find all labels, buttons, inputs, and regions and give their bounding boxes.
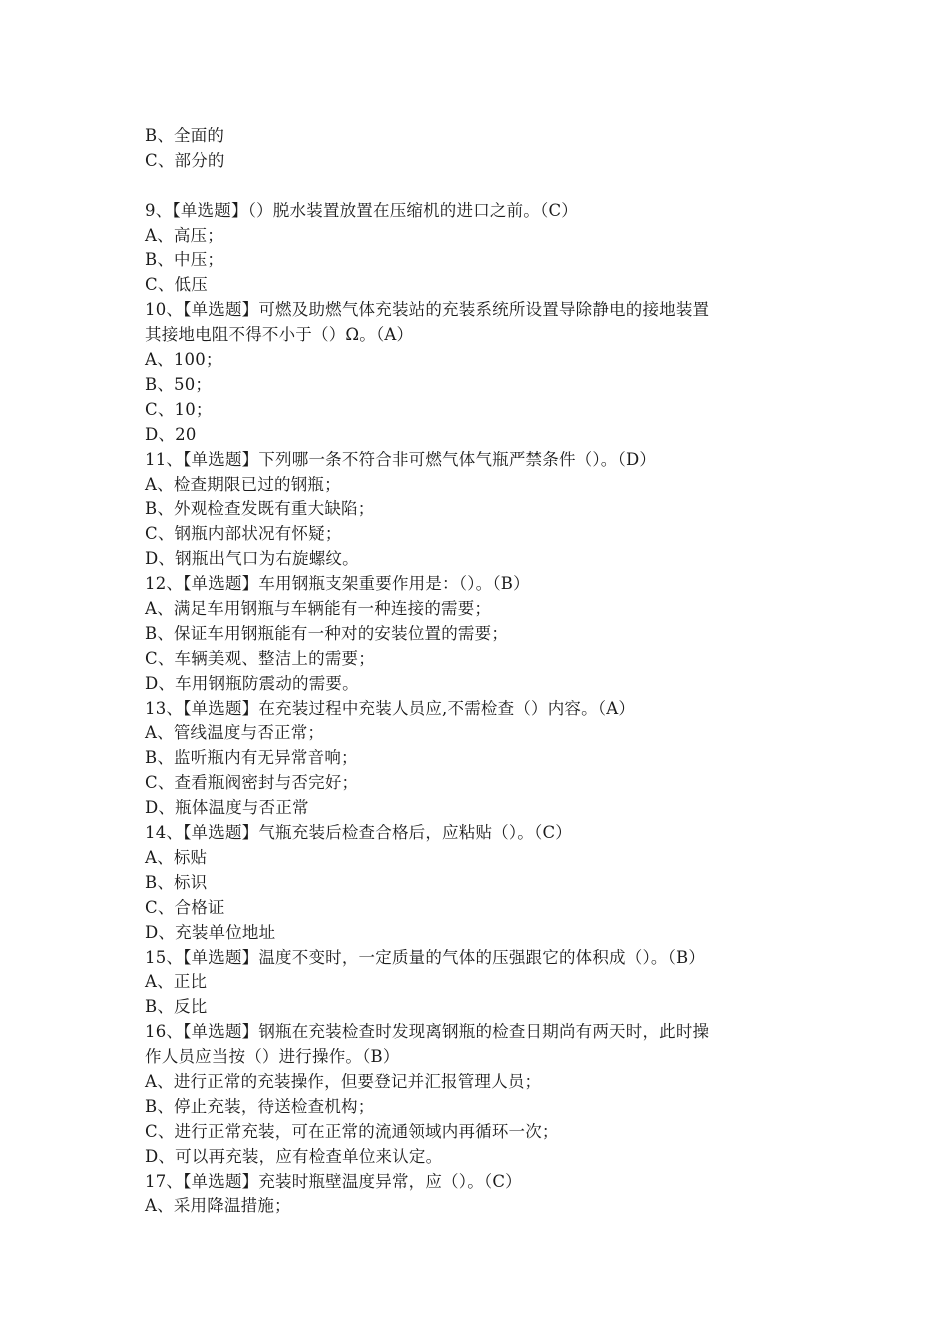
question-block — [145, 1020, 815, 1169]
question-block — [145, 821, 815, 945]
option-line: A、满足车用钢瓶与车辆能有一种连接的需要； — [145, 599, 492, 618]
option-line: B、反比 — [145, 997, 208, 1017]
option-line: D、20 — [145, 424, 197, 444]
question-text-continued: 其接地电阻不得不小于（）Ω。（A） — [145, 325, 414, 345]
option-line: B、外观检查发既有重大缺陷； — [145, 499, 375, 519]
option-line: C、低压 — [145, 275, 208, 295]
option-line: A、高压； — [145, 225, 224, 245]
option-line: B、停止充装，待送检查机构； — [145, 1096, 375, 1116]
option-line: C、车辆美观、整洁上的需要； — [145, 648, 375, 668]
question-text: 12、【单选题】车用钢瓶支架重要作用是：（）。（B） — [145, 574, 530, 594]
question-text: 16、【单选题】钢瓶在充装检查时发现离钢瓶的检查日期尚有两天时，此时操 — [145, 1022, 710, 1042]
question-text: 9、【单选题】（）脱水装置放置在压缩机的进口之前。（C） — [145, 200, 578, 220]
question-text: 15、【单选题】温度不变时，一定质量的气体的压强跟它的体积成（）。（B） — [145, 947, 706, 967]
option-line: A、进行正常的充装操作，但要登记并汇报管理人员； — [145, 1072, 542, 1091]
option-line: B、50； — [145, 374, 213, 394]
option-line: C、10； — [145, 399, 213, 419]
option-line: B、标识 — [145, 872, 208, 892]
option-line: A、管线温度与否正常； — [145, 723, 325, 743]
option-line: C、部分的 — [145, 150, 225, 170]
option-line: A、检查期限已过的钢瓶； — [145, 474, 341, 494]
option-line: D、钢瓶出气口为右旋螺纹。 — [145, 549, 359, 569]
question-block — [145, 572, 815, 696]
option-line: C、查看瓶阀密封与否完好； — [145, 773, 359, 793]
option-line: D、车用钢瓶防震动的需要。 — [145, 673, 359, 693]
option-line: C、钢瓶内部状况有怀疑； — [145, 524, 342, 544]
question-text: 10、【单选题】可燃及助燃气体充装站的充装系统所设置导除静电的接地装置 — [145, 300, 710, 320]
option-line: D、可以再充装，应有检查单位来认定。 — [145, 1146, 443, 1166]
question-text: 11、【单选题】下列哪一条不符合非可燃气体气瓶严禁条件（）。（D） — [145, 449, 657, 469]
option-line: D、充装单位地址 — [145, 922, 276, 942]
question-text-continued: 作人员应当按（）进行操作。（B） — [145, 1047, 400, 1067]
question-block — [145, 448, 815, 572]
option-line: B、中压； — [145, 250, 225, 270]
option-line: A、采用降温措施； — [145, 1196, 291, 1216]
option-line: D、瓶体温度与否正常 — [145, 798, 309, 818]
question-text: 14、【单选题】气瓶充装后检查合格后，应粘贴（）。（C） — [145, 823, 572, 843]
option-line: A、100； — [145, 350, 223, 370]
document-content — [145, 124, 815, 1219]
question-block — [145, 199, 815, 299]
leading-options — [145, 124, 815, 174]
question-text: 13、【单选题】在充装过程中充装人员应,不需检查（）内容。（A） — [145, 698, 636, 718]
question-block — [145, 946, 815, 1021]
question-block — [145, 697, 815, 821]
option-line: A、正比 — [145, 972, 208, 992]
option-line: B、全面的 — [145, 126, 225, 145]
paragraph-gap — [145, 174, 815, 199]
option-line: B、监听瓶内有无异常音响； — [145, 748, 358, 768]
option-line: A、标贴 — [145, 847, 208, 867]
option-line: C、合格证 — [145, 897, 225, 917]
question-text: 17、【单选题】充装时瓶壁温度异常，应（）。（C） — [145, 1171, 522, 1191]
question-block — [145, 298, 815, 447]
option-line: B、保证车用钢瓶能有一种对的安装位置的需要； — [145, 623, 509, 643]
question-block — [145, 1170, 815, 1220]
option-line: C、进行正常充装，可在正常的流通领域内再循环一次； — [145, 1121, 559, 1141]
